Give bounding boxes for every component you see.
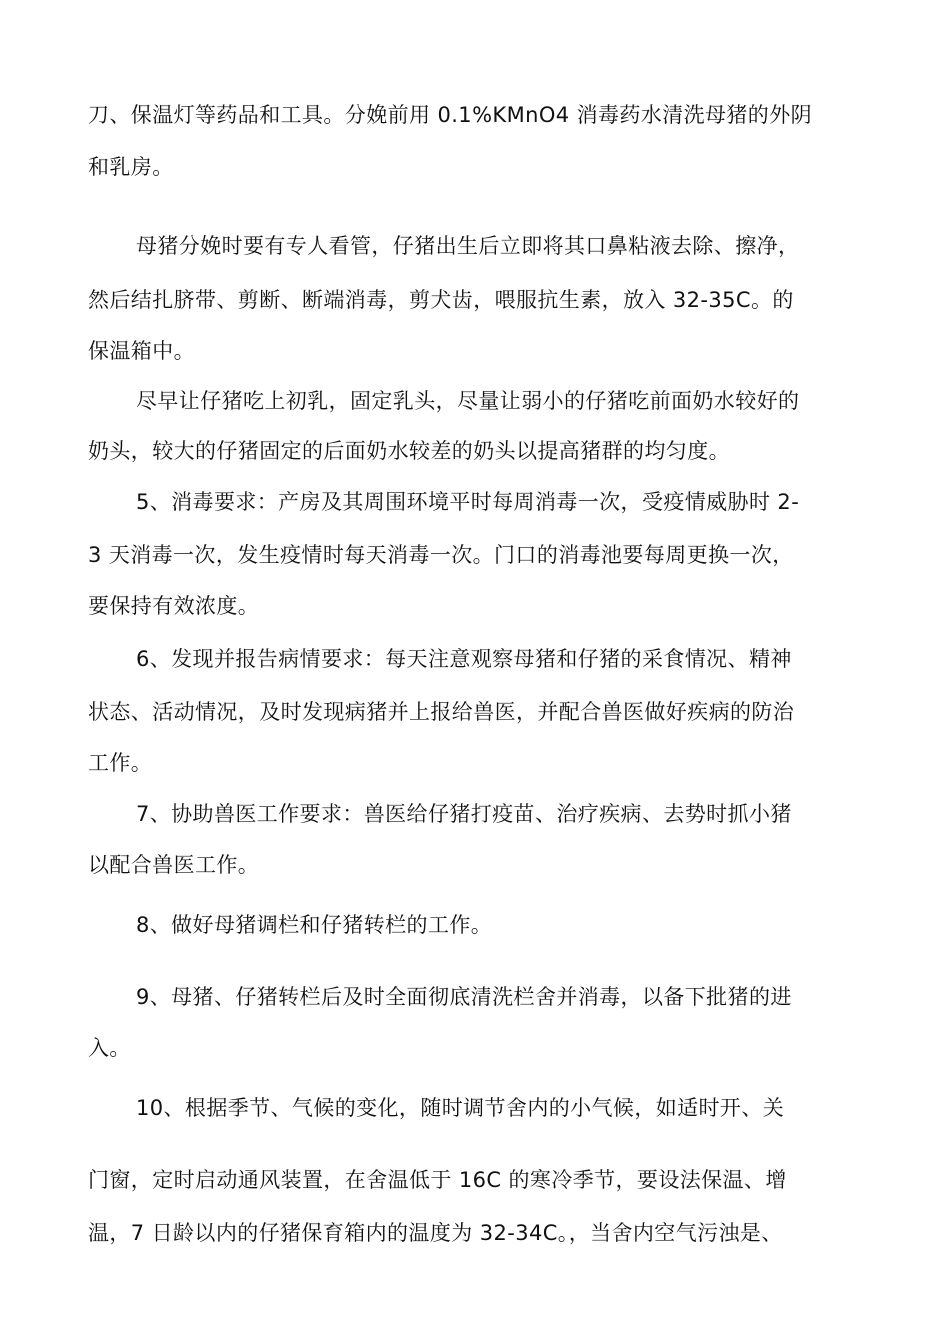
- text-line: 工作。: [88, 751, 153, 775]
- text-line: 和乳房。: [88, 155, 174, 179]
- text-line: 6、发现并报告病情要求：每天注意观察母猪和仔猪的采食情况、精神: [136, 647, 792, 671]
- text-line: 母猪分娩时要有专人看管，仔猪出生后立即将其口鼻粘液去除、擦净，: [136, 234, 800, 258]
- text-line: 9、母猪、仔猪转栏后及时全面彻底清洗栏舍并消毒，以备下批猪的进: [136, 985, 792, 1009]
- text-line: 然后结扎脐带、剪断、断端消毒，剪犬齿，喂服抗生素，放入 32-35C。的: [88, 288, 794, 312]
- text-line: 入。: [88, 1036, 131, 1060]
- text-line: 门窗，定时启动通风装置，在舍温低于 16C 的寒冷季节，要设法保温、增: [88, 1168, 787, 1192]
- text-line: 3 天消毒一次，发生疫情时每天消毒一次。门口的消毒池要每周更换一次，: [88, 543, 794, 567]
- text-line: 5、消毒要求：产房及其周围环境平时每周消毒一次，受疫情威胁时 2-: [136, 490, 800, 514]
- text-line: 保温箱中。: [88, 339, 195, 363]
- text-line: 温，7 日龄以内的仔猪保育箱内的温度为 32-34C。，当舍内空气污浊是、: [88, 1221, 783, 1245]
- text-line: 10、根据季节、气候的变化，随时调节舍内的小气候，如适时开、关: [136, 1096, 785, 1120]
- text-line: 要保持有效浓度。: [88, 594, 260, 618]
- text-line: 8、做好母猪调栏和仔猪转栏的工作。: [136, 913, 493, 937]
- text-line: 尽早让仔猪吃上初乳，固定乳头，尽量让弱小的仔猪吃前面奶水较好的: [136, 389, 800, 413]
- text-line: 以配合兽医工作。: [88, 853, 260, 877]
- text-line: 状态、活动情况，及时发现病猪并上报给兽医，并配合兽医做好疾病的防治: [88, 700, 795, 724]
- text-line: 奶头，较大的仔猪固定的后面奶水较差的奶头以提高猪群的均匀度。: [88, 439, 730, 463]
- text-line: 7、协助兽医工作要求：兽医给仔猪打疫苗、治疗疾病、去势时抓小猪: [136, 802, 792, 826]
- text-line: 刀、保温灯等药品和工具。分娩前用 0.1%KMnO4 消毒药水清洗母猪的外阴: [88, 103, 812, 127]
